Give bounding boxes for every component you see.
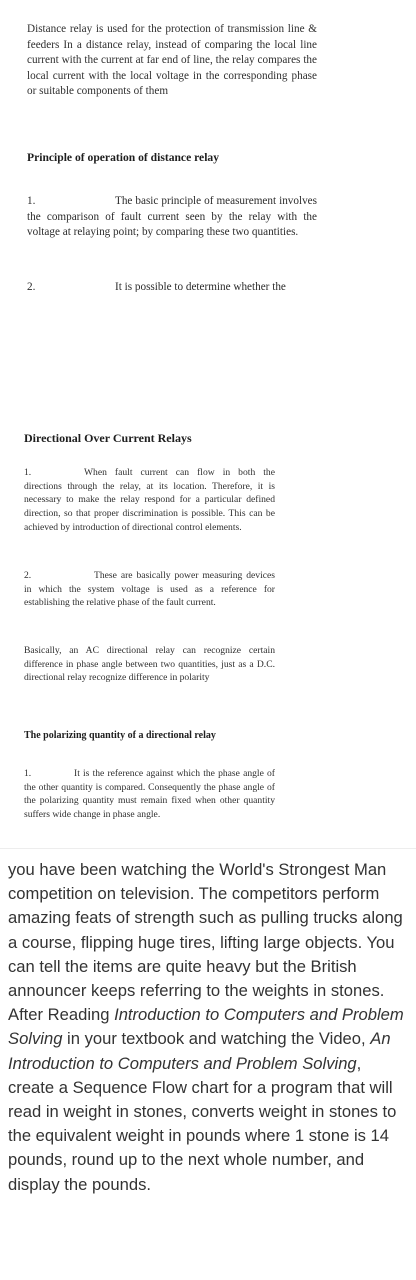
item-text: It is possible to determine whether the	[115, 281, 286, 292]
question-part-2: in your textbook and watching the Video,	[62, 1029, 371, 1049]
question-part-3: , create a Sequence Flow chart for a program that will read in weight in stones, converts weight in stones to the equivalent weight in pounds where 1 stone is 14 pounds, round up to the next whole number, and display the pounds.	[8, 1053, 397, 1194]
item-number: 1.	[27, 195, 36, 207]
question-text	[8, 858, 408, 1197]
question-part-1: you have been watching the World's Strongest Man competition on television. The competitors perform amazing feats of strength such as pulling trucks along a course, flipping huge tires, lifting large objects. You can tell the items are quite heavy but the British announcer keeps referring to the weights in stones. After Reading	[8, 860, 403, 1025]
item-text: It is the reference against which the phase angle of the other quantity is compared. Consequently the phase angle of the polarizing quantity must remain fixed when other quantity suffers wide change in phase angle.	[24, 768, 275, 821]
principle-heading: Principle of operation of distance relay	[27, 151, 220, 164]
directional-paragraph: Basically, an AC directional relay can recognize certain difference in phase angle between two quantities, just as a D.C. directional relay recognize difference in polarity	[24, 645, 275, 684]
principle-item-1	[27, 194, 317, 241]
intro-paragraph: Distance relay is used for the protection of transmission line & feeders In a distance relay, instead of comparing the local line current with the current at far end of line, the relay compares the local current with the local voltage in the corresponding phase or suitable components of them	[27, 23, 317, 98]
item-number: 2.	[27, 281, 36, 292]
item-number: 1.	[24, 467, 32, 478]
item-number: 2.	[24, 570, 32, 581]
book-title: Introduction to Computers and Problem Solving	[8, 1005, 404, 1049]
item-text: These are basically power measuring devices in which the system voltage is used as a reference for establishing the relative phase of the fault current.	[24, 570, 275, 609]
divider	[0, 848, 416, 849]
video-title: An Introduction to Computers and Problem Solving	[8, 1029, 391, 1073]
principle-item-2	[27, 280, 317, 292]
directional-item-1	[24, 466, 275, 535]
blank-area	[0, 294, 416, 422]
directional-heading: Directional Over Current Relays	[24, 431, 192, 445]
directional-item-2	[24, 569, 275, 610]
item-number: 1.	[24, 768, 32, 779]
polarizing-item-1	[24, 767, 275, 822]
item-text: When fault current can flow in both the directions through the relay, at its location. Therefore, it is necessary to make the relay respond for a particular defined direction, so that proper discrimination is possible. This can be achieved by introduction of directional control elements.	[24, 467, 275, 533]
item-text: The basic principle of measurement involves the comparison of fault current seen by the relay with the voltage at relaying point; by comparing these two quantities.	[27, 195, 317, 239]
polarizing-heading: The polarizing quantity of a directional relay	[24, 730, 216, 741]
